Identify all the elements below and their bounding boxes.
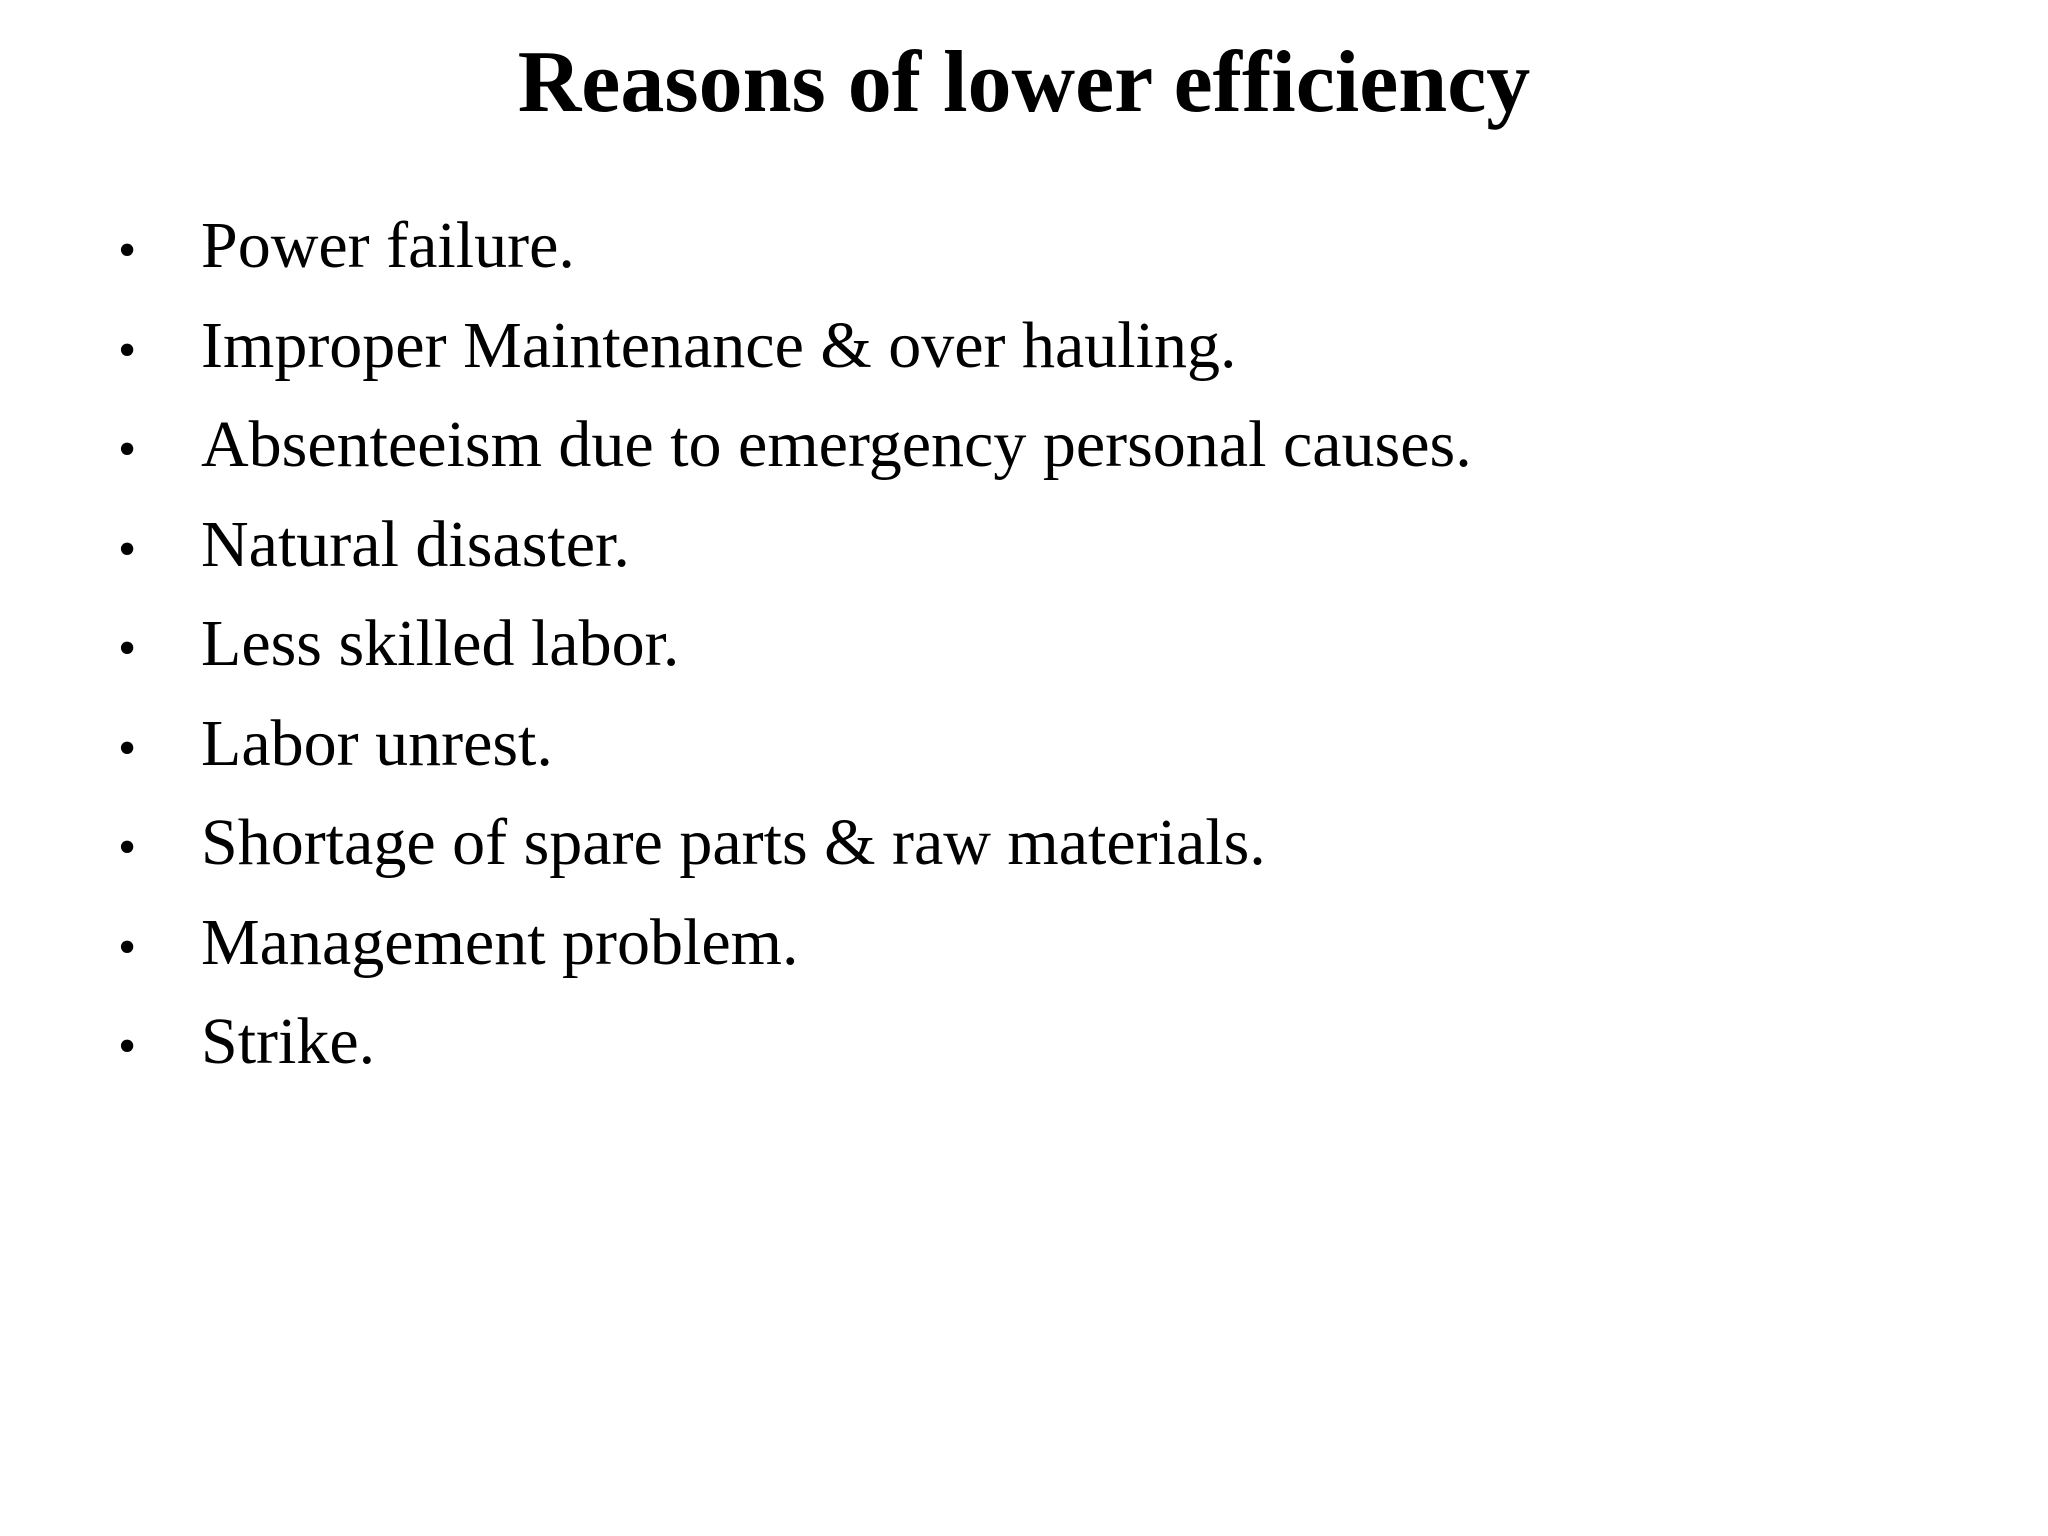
list-item — [118, 992, 1968, 1092]
list-item — [118, 395, 1968, 495]
list-item — [118, 893, 1968, 993]
list-item — [118, 495, 1968, 595]
bullet-icon: • — [118, 421, 137, 478]
bullet-list — [118, 196, 1968, 1092]
list-item-text: Absenteeism due to emergency personal causes. — [201, 408, 1472, 481]
list-item — [118, 296, 1968, 396]
bullet-icon: • — [118, 1018, 137, 1075]
list-item — [118, 196, 1968, 296]
list-item — [118, 793, 1968, 893]
list-item-text: Management problem. — [201, 905, 799, 979]
list-item-text: Shortage of spare parts & raw materials. — [201, 806, 1266, 879]
list-item — [118, 594, 1968, 694]
bullet-icon: • — [118, 918, 137, 976]
list-item-text: Improper Maintenance & over hauling. — [201, 308, 1237, 382]
bullet-icon: • — [118, 819, 137, 876]
bullet-icon: • — [118, 520, 137, 578]
bullet-icon: • — [118, 620, 137, 677]
bullet-icon: • — [118, 719, 137, 777]
list-item-text: Labor unrest. — [201, 706, 553, 780]
list-item — [118, 694, 1968, 794]
list-item-text: Strike. — [201, 1005, 376, 1078]
list-item-text: Natural disaster. — [201, 507, 630, 581]
list-item-text: Power failure. — [201, 209, 575, 282]
slide-title: Reasons of lower efficiency — [517, 34, 1531, 131]
bullet-icon: • — [118, 321, 137, 379]
list-item-text: Less skilled labor. — [201, 607, 680, 680]
bullet-icon: • — [118, 222, 137, 279]
